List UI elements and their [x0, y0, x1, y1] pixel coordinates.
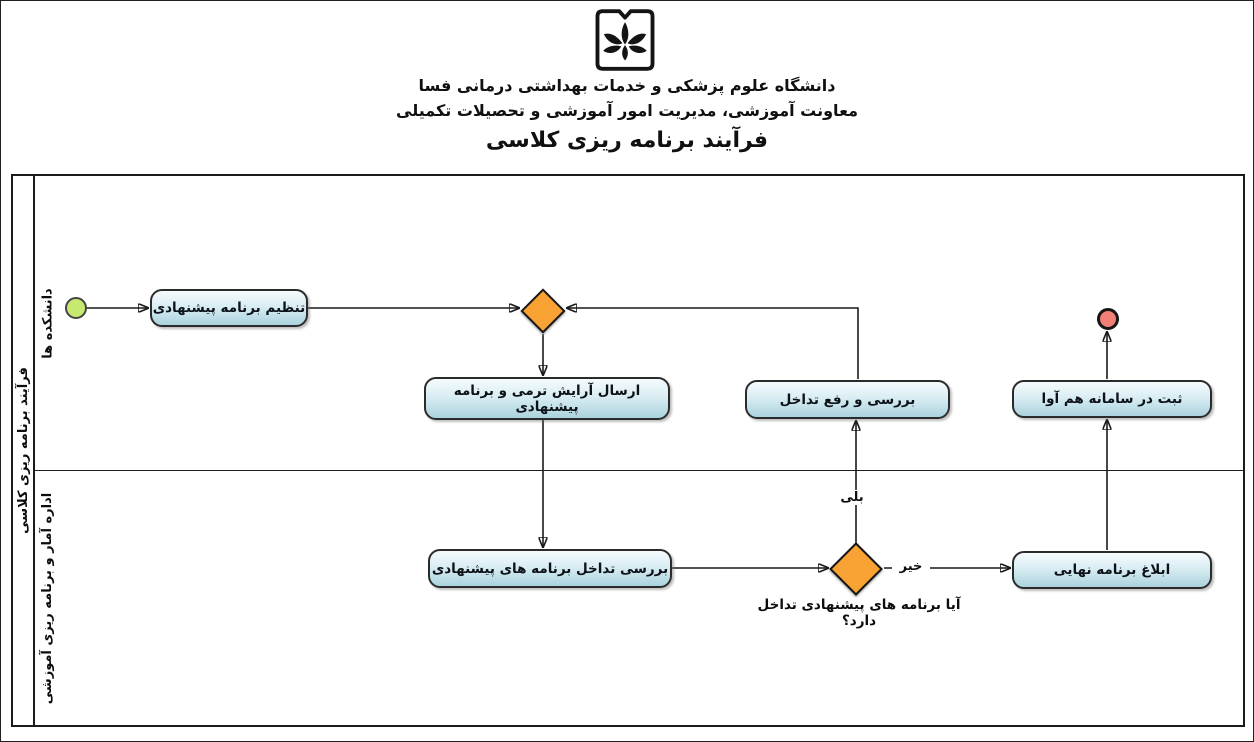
lane-faculties-label: دانشکده ها	[40, 287, 56, 359]
page-title: فرآیند برنامه ریزی کلاسی	[485, 128, 769, 153]
task-send-term-layout: ارسال آرایش ترمی و برنامه پیشنهادی	[424, 377, 670, 420]
bpmn-pool	[11, 174, 1245, 727]
task-resolve-conflict: بررسی و رفع تداخل	[745, 380, 950, 419]
end-event	[1097, 308, 1119, 330]
task-register-hamava: ثبت در سامانه هم آوا	[1012, 380, 1212, 418]
lane-statistics-office	[35, 471, 1243, 725]
pool-label-column	[13, 176, 35, 725]
edge-label-yes: بلی	[835, 490, 869, 505]
lane-statistics-office-label-column	[35, 471, 61, 725]
task-announce-final: ابلاغ برنامه نهایی	[1012, 551, 1212, 589]
lane-statistics-office-label: اداره آمار و برنامه ریزی آموزشی	[40, 492, 56, 704]
decision-gateway-question: آیا برنامه های پیشنهادی تداخل دارد؟	[757, 597, 961, 629]
pool-label: فرآیند برنامه ریزی کلاسی	[15, 367, 31, 534]
lane-faculties-label-column	[35, 176, 61, 470]
header-org-line1: دانشگاه علوم پزشکی و خدمات بهداشتی درمانی فسا	[418, 76, 836, 95]
edge-label-no: خیر	[892, 559, 930, 574]
task-check-conflict: بررسی تداخل برنامه های پیشنهادی	[428, 549, 672, 588]
start-event	[65, 297, 87, 319]
university-logo-icon	[592, 8, 658, 72]
task-prepare-proposal: تنظیم برنامه پیشنهادی	[150, 289, 308, 327]
header-org-line2: معاونت آموزشی، مدیریت امور آموزشی و تحصیلات تکمیلی	[396, 101, 858, 120]
